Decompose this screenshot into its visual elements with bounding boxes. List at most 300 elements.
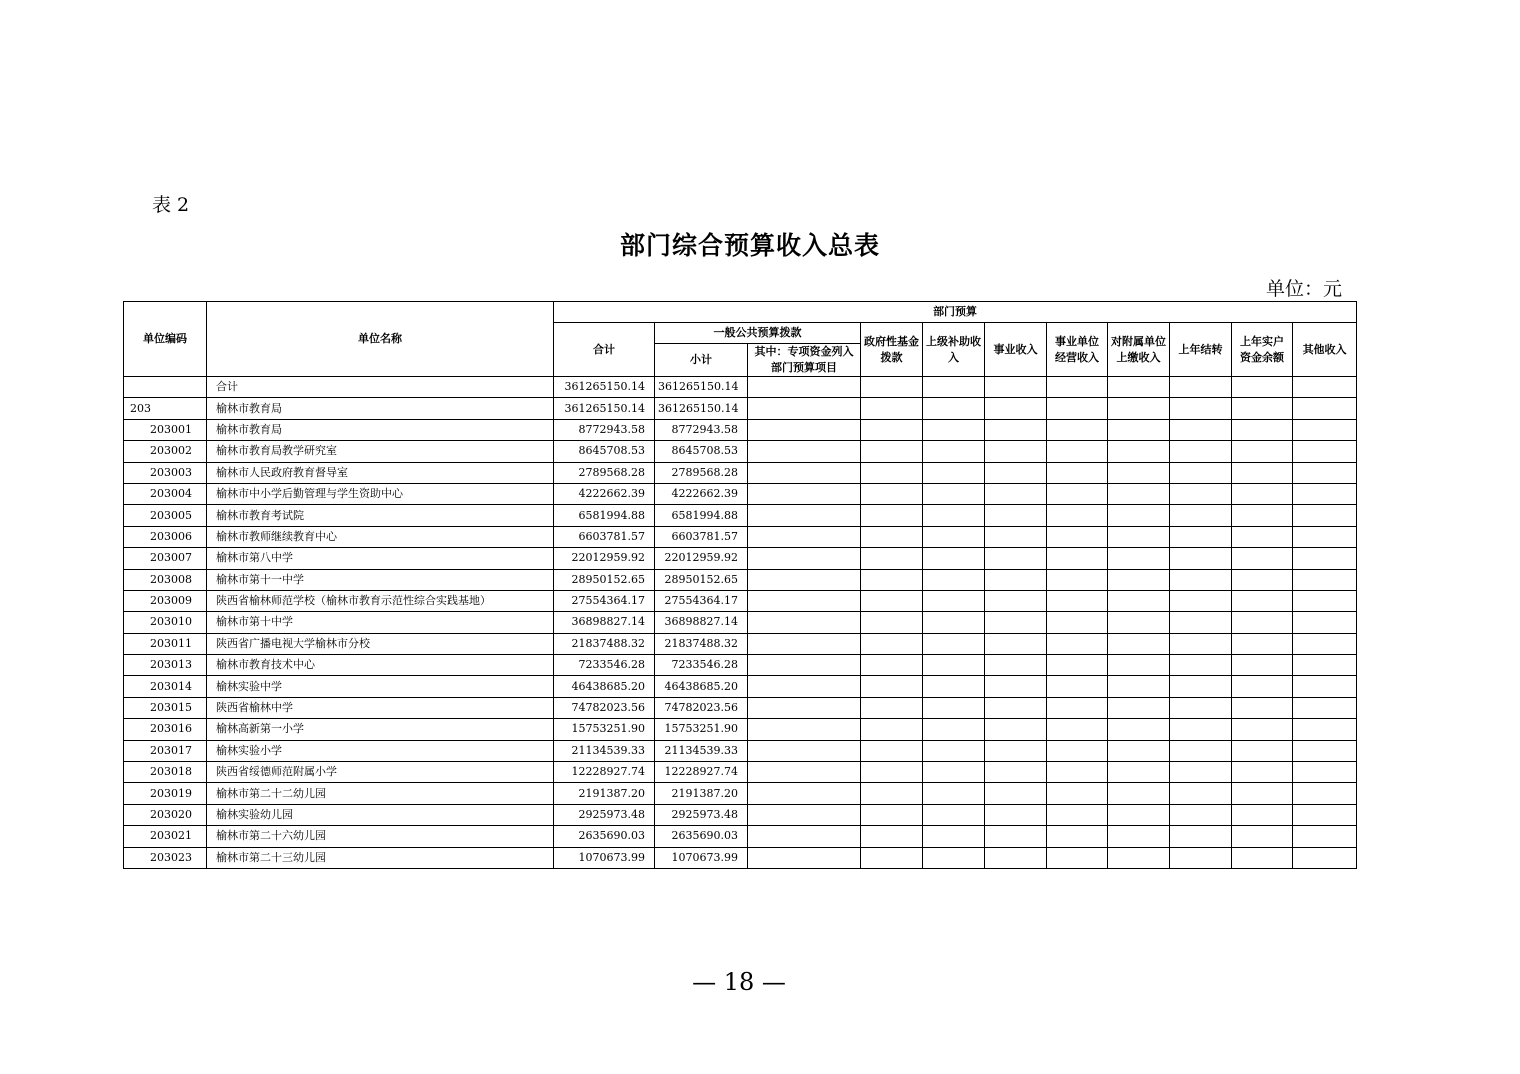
subtotal-cell: 21134539.33 — [655, 740, 748, 761]
subtotal-cell: 8772943.58 — [655, 419, 748, 440]
empty-cell — [985, 804, 1047, 825]
table-row — [124, 548, 1357, 569]
empty-cell — [1047, 548, 1108, 569]
empty-cell — [861, 569, 923, 590]
empty-cell — [1170, 826, 1232, 847]
empty-cell — [923, 762, 985, 783]
empty-cell — [1047, 783, 1108, 804]
empty-cell — [1232, 377, 1293, 398]
empty-cell — [1170, 697, 1232, 718]
table-row — [124, 569, 1357, 590]
empty-cell — [985, 526, 1047, 547]
unit-code-cell: 203017 — [124, 740, 207, 761]
empty-cell — [923, 740, 985, 761]
unit-name-cell: 榆林市第二十六幼儿园 — [207, 826, 554, 847]
empty-cell — [1170, 569, 1232, 590]
header-unit-name: 单位名称 — [207, 302, 554, 377]
total-cell: 22012959.92 — [554, 548, 655, 569]
subtotal-cell: 361265150.14 — [655, 398, 748, 419]
empty-cell — [1170, 655, 1232, 676]
header-dept-budget: 部门预算 — [554, 302, 1357, 323]
empty-cell — [985, 655, 1047, 676]
empty-cell — [1232, 804, 1293, 825]
empty-cell — [923, 398, 985, 419]
table-label: 表 2 — [152, 194, 190, 216]
empty-cell — [1293, 569, 1357, 590]
subtotal-cell: 12228927.74 — [655, 762, 748, 783]
empty-cell — [1170, 612, 1232, 633]
empty-cell — [1293, 719, 1357, 740]
empty-cell — [748, 655, 861, 676]
header-unit-code: 单位编码 — [124, 302, 207, 377]
empty-cell — [861, 419, 923, 440]
empty-cell — [1170, 505, 1232, 526]
empty-cell — [923, 676, 985, 697]
empty-cell — [1047, 697, 1108, 718]
empty-cell — [1108, 826, 1170, 847]
empty-cell — [748, 804, 861, 825]
empty-cell — [1232, 419, 1293, 440]
empty-cell — [1047, 483, 1108, 504]
empty-cell — [748, 847, 861, 868]
empty-cell — [1232, 505, 1293, 526]
header-gov-fund: 政府性基金拨款 — [861, 323, 923, 377]
total-cell: 15753251.90 — [554, 719, 655, 740]
subtotal-cell: 6581994.88 — [655, 505, 748, 526]
empty-cell — [1293, 633, 1357, 654]
header-operating-income: 事业单位经营收入 — [1047, 323, 1108, 377]
header-affiliate-income: 对附属单位上缴收入 — [1108, 323, 1170, 377]
total-cell: 2191387.20 — [554, 783, 655, 804]
empty-cell — [923, 804, 985, 825]
table-row — [124, 719, 1357, 740]
subtotal-cell: 74782023.56 — [655, 697, 748, 718]
empty-cell — [985, 505, 1047, 526]
empty-cell — [923, 826, 985, 847]
empty-cell — [1047, 419, 1108, 440]
empty-cell — [1108, 697, 1170, 718]
table-row — [124, 783, 1357, 804]
unit-name-cell: 榆林市教育局 — [207, 419, 554, 440]
empty-cell — [1170, 377, 1232, 398]
empty-cell — [1232, 655, 1293, 676]
total-cell: 6603781.57 — [554, 526, 655, 547]
empty-cell — [1047, 804, 1108, 825]
empty-cell — [1232, 590, 1293, 611]
empty-cell — [748, 398, 861, 419]
empty-cell — [923, 697, 985, 718]
empty-cell — [1232, 719, 1293, 740]
table-row — [124, 526, 1357, 547]
unit-code-cell: 203004 — [124, 483, 207, 504]
empty-cell — [1232, 398, 1293, 419]
header-total: 合计 — [554, 323, 655, 377]
unit-code-cell: 203021 — [124, 826, 207, 847]
subtotal-cell: 2789568.28 — [655, 462, 748, 483]
empty-cell — [1232, 762, 1293, 783]
unit-code-cell: 203 — [124, 398, 207, 419]
subtotal-cell: 6603781.57 — [655, 526, 748, 547]
page-number: — 18 — — [692, 968, 786, 996]
table-row — [124, 762, 1357, 783]
subtotal-cell: 28950152.65 — [655, 569, 748, 590]
empty-cell — [985, 441, 1047, 462]
empty-cell — [1108, 783, 1170, 804]
empty-cell — [1232, 740, 1293, 761]
empty-cell — [985, 569, 1047, 590]
table-row — [124, 505, 1357, 526]
unit-name-cell: 榆林市教师继续教育中心 — [207, 526, 554, 547]
total-cell: 27554364.17 — [554, 590, 655, 611]
subtotal-cell: 36898827.14 — [655, 612, 748, 633]
empty-cell — [985, 483, 1047, 504]
empty-cell — [1232, 526, 1293, 547]
empty-cell — [1232, 676, 1293, 697]
unit-code-cell: 203003 — [124, 462, 207, 483]
empty-cell — [861, 676, 923, 697]
empty-cell — [1232, 548, 1293, 569]
empty-cell — [748, 548, 861, 569]
total-cell: 46438685.20 — [554, 676, 655, 697]
empty-cell — [923, 719, 985, 740]
header-business-income: 事业收入 — [985, 323, 1047, 377]
unit-name-cell: 榆林市人民政府教育督导室 — [207, 462, 554, 483]
empty-cell — [923, 633, 985, 654]
empty-cell — [1108, 377, 1170, 398]
empty-cell — [985, 697, 1047, 718]
empty-cell — [1108, 419, 1170, 440]
table-row — [124, 398, 1357, 419]
empty-cell — [1170, 483, 1232, 504]
unit-label: 单位：元 — [1266, 278, 1343, 300]
total-cell: 8772943.58 — [554, 419, 655, 440]
empty-cell — [923, 483, 985, 504]
unit-name-cell: 陕西省榆林师范学校（榆林市教育示范性综合实践基地） — [207, 590, 554, 611]
unit-name-cell: 榆林市教育局 — [207, 398, 554, 419]
total-cell: 8645708.53 — [554, 441, 655, 462]
empty-cell — [1293, 826, 1357, 847]
empty-cell — [861, 633, 923, 654]
empty-cell — [1232, 783, 1293, 804]
empty-cell — [923, 783, 985, 804]
empty-cell — [985, 719, 1047, 740]
subtotal-cell: 22012959.92 — [655, 548, 748, 569]
empty-cell — [861, 740, 923, 761]
empty-cell — [1232, 441, 1293, 462]
unit-name-cell: 榆林市教育局教学研究室 — [207, 441, 554, 462]
subtotal-cell: 2925973.48 — [655, 804, 748, 825]
unit-code-cell: 203001 — [124, 419, 207, 440]
unit-code-cell: 203019 — [124, 783, 207, 804]
empty-cell — [923, 612, 985, 633]
empty-cell — [861, 462, 923, 483]
empty-cell — [1170, 719, 1232, 740]
empty-cell — [861, 655, 923, 676]
subtotal-cell: 1070673.99 — [655, 847, 748, 868]
empty-cell — [1047, 462, 1108, 483]
empty-cell — [985, 419, 1047, 440]
subtotal-cell: 4222662.39 — [655, 483, 748, 504]
empty-cell — [861, 804, 923, 825]
empty-cell — [985, 462, 1047, 483]
total-cell: 2925973.48 — [554, 804, 655, 825]
table-row — [124, 441, 1357, 462]
empty-cell — [748, 826, 861, 847]
unit-code-cell: 203014 — [124, 676, 207, 697]
empty-cell — [1108, 804, 1170, 825]
empty-cell — [1108, 633, 1170, 654]
empty-cell — [861, 526, 923, 547]
empty-cell — [1108, 740, 1170, 761]
empty-cell — [1232, 612, 1293, 633]
empty-cell — [1108, 762, 1170, 783]
empty-cell — [1293, 804, 1357, 825]
unit-code-cell — [124, 377, 207, 398]
total-cell: 361265150.14 — [554, 377, 655, 398]
empty-cell — [1047, 740, 1108, 761]
empty-cell — [1170, 419, 1232, 440]
total-cell: 2635690.03 — [554, 826, 655, 847]
empty-cell — [1170, 676, 1232, 697]
empty-cell — [1232, 462, 1293, 483]
empty-cell — [1293, 377, 1357, 398]
empty-cell — [1108, 719, 1170, 740]
empty-cell — [1293, 462, 1357, 483]
empty-cell — [985, 847, 1047, 868]
empty-cell — [861, 762, 923, 783]
empty-cell — [1293, 740, 1357, 761]
empty-cell — [1047, 826, 1108, 847]
empty-cell — [1108, 590, 1170, 611]
empty-cell — [861, 441, 923, 462]
unit-name-cell: 榆林高新第一小学 — [207, 719, 554, 740]
empty-cell — [1170, 462, 1232, 483]
empty-cell — [861, 719, 923, 740]
empty-cell — [985, 762, 1047, 783]
unit-name-cell: 榆林市第八中学 — [207, 548, 554, 569]
empty-cell — [861, 377, 923, 398]
subtotal-cell: 27554364.17 — [655, 590, 748, 611]
empty-cell — [748, 483, 861, 504]
empty-cell — [1232, 569, 1293, 590]
empty-cell — [1108, 505, 1170, 526]
table-row — [124, 419, 1357, 440]
empty-cell — [923, 441, 985, 462]
subtotal-cell: 8645708.53 — [655, 441, 748, 462]
unit-name-cell: 陕西省榆林中学 — [207, 697, 554, 718]
total-cell: 6581994.88 — [554, 505, 655, 526]
empty-cell — [1293, 676, 1357, 697]
unit-name-cell: 榆林实验小学 — [207, 740, 554, 761]
empty-cell — [861, 826, 923, 847]
empty-cell — [1293, 526, 1357, 547]
empty-cell — [1170, 548, 1232, 569]
empty-cell — [985, 590, 1047, 611]
empty-cell — [1232, 697, 1293, 718]
empty-cell — [1170, 398, 1232, 419]
empty-cell — [1047, 847, 1108, 868]
empty-cell — [748, 697, 861, 718]
empty-cell — [1047, 676, 1108, 697]
empty-cell — [1047, 590, 1108, 611]
empty-cell — [1047, 398, 1108, 419]
header-upper-subsidy: 上级补助收入 — [923, 323, 985, 377]
table-row — [124, 483, 1357, 504]
empty-cell — [985, 548, 1047, 569]
header-account-balance: 上年实户资金余额 — [1232, 323, 1293, 377]
budget-income-table — [123, 301, 1357, 869]
empty-cell — [1170, 526, 1232, 547]
empty-cell — [861, 590, 923, 611]
empty-cell — [1170, 633, 1232, 654]
total-cell: 361265150.14 — [554, 398, 655, 419]
empty-cell — [1232, 847, 1293, 868]
empty-cell — [923, 590, 985, 611]
header-other-income: 其他收入 — [1293, 323, 1357, 377]
empty-cell — [748, 676, 861, 697]
total-cell: 1070673.99 — [554, 847, 655, 868]
header-special-items: 其中：专项资金列入部门预算项目 — [748, 344, 861, 377]
empty-cell — [861, 612, 923, 633]
empty-cell — [748, 783, 861, 804]
empty-cell — [748, 719, 861, 740]
empty-cell — [1232, 826, 1293, 847]
empty-cell — [985, 633, 1047, 654]
empty-cell — [1108, 612, 1170, 633]
unit-name-cell: 榆林市第十一中学 — [207, 569, 554, 590]
unit-code-cell: 203005 — [124, 505, 207, 526]
empty-cell — [1108, 398, 1170, 419]
unit-name-cell: 合计 — [207, 377, 554, 398]
empty-cell — [748, 612, 861, 633]
empty-cell — [923, 526, 985, 547]
header-subtotal: 小计 — [655, 344, 748, 377]
empty-cell — [1293, 398, 1357, 419]
empty-cell — [748, 633, 861, 654]
table-row — [124, 655, 1357, 676]
empty-cell — [1170, 441, 1232, 462]
empty-cell — [861, 398, 923, 419]
empty-cell — [1293, 419, 1357, 440]
empty-cell — [1047, 612, 1108, 633]
unit-code-cell: 203018 — [124, 762, 207, 783]
empty-cell — [1293, 697, 1357, 718]
subtotal-cell: 21837488.32 — [655, 633, 748, 654]
empty-cell — [861, 505, 923, 526]
empty-cell — [748, 526, 861, 547]
empty-cell — [1047, 762, 1108, 783]
unit-code-cell: 203002 — [124, 441, 207, 462]
table-row — [124, 633, 1357, 654]
unit-name-cell: 榆林市第二十三幼儿园 — [207, 847, 554, 868]
unit-name-cell: 榆林市第十中学 — [207, 612, 554, 633]
empty-cell — [923, 462, 985, 483]
unit-name-cell: 榆林市中小学后勤管理与学生资助中心 — [207, 483, 554, 504]
empty-cell — [923, 655, 985, 676]
unit-name-cell: 榆林市教育技术中心 — [207, 655, 554, 676]
empty-cell — [1293, 762, 1357, 783]
empty-cell — [1047, 655, 1108, 676]
empty-cell — [1170, 804, 1232, 825]
empty-cell — [985, 398, 1047, 419]
table-row — [124, 804, 1357, 825]
empty-cell — [1293, 655, 1357, 676]
total-cell: 7233546.28 — [554, 655, 655, 676]
subtotal-cell: 7233546.28 — [655, 655, 748, 676]
empty-cell — [748, 762, 861, 783]
empty-cell — [985, 377, 1047, 398]
empty-cell — [1047, 505, 1108, 526]
empty-cell — [1108, 676, 1170, 697]
empty-cell — [1170, 590, 1232, 611]
empty-cell — [923, 377, 985, 398]
empty-cell — [923, 548, 985, 569]
empty-cell — [923, 505, 985, 526]
empty-cell — [1108, 847, 1170, 868]
table-row — [124, 826, 1357, 847]
empty-cell — [1108, 483, 1170, 504]
unit-name-cell: 陕西省广播电视大学榆林市分校 — [207, 633, 554, 654]
empty-cell — [1047, 719, 1108, 740]
empty-cell — [1047, 441, 1108, 462]
total-cell: 12228927.74 — [554, 762, 655, 783]
table-row — [124, 697, 1357, 718]
empty-cell — [1293, 441, 1357, 462]
unit-code-cell: 203016 — [124, 719, 207, 740]
empty-cell — [1108, 441, 1170, 462]
unit-code-cell: 203010 — [124, 612, 207, 633]
empty-cell — [1047, 633, 1108, 654]
header-general-public: 一般公共预算拨款 — [655, 323, 861, 344]
subtotal-cell: 361265150.14 — [655, 377, 748, 398]
unit-code-cell: 203008 — [124, 569, 207, 590]
empty-cell — [985, 826, 1047, 847]
total-cell: 4222662.39 — [554, 483, 655, 504]
empty-cell — [1108, 462, 1170, 483]
table-row — [124, 612, 1357, 633]
empty-cell — [861, 483, 923, 504]
unit-code-cell: 203023 — [124, 847, 207, 868]
table-row — [124, 847, 1357, 868]
empty-cell — [1047, 526, 1108, 547]
subtotal-cell: 2635690.03 — [655, 826, 748, 847]
empty-cell — [748, 441, 861, 462]
empty-cell — [1232, 483, 1293, 504]
unit-code-cell: 203009 — [124, 590, 207, 611]
empty-cell — [1293, 612, 1357, 633]
header-carryover: 上年结转 — [1170, 323, 1232, 377]
page-title: 部门综合预算收入总表 — [619, 231, 880, 260]
table-row — [124, 740, 1357, 761]
empty-cell — [748, 462, 861, 483]
empty-cell — [748, 569, 861, 590]
empty-cell — [1293, 548, 1357, 569]
total-cell: 36898827.14 — [554, 612, 655, 633]
empty-cell — [748, 590, 861, 611]
subtotal-cell: 2191387.20 — [655, 783, 748, 804]
unit-name-cell: 榆林实验幼儿园 — [207, 804, 554, 825]
empty-cell — [1047, 569, 1108, 590]
empty-cell — [1293, 590, 1357, 611]
total-cell: 74782023.56 — [554, 697, 655, 718]
empty-cell — [1293, 783, 1357, 804]
table-row — [124, 590, 1357, 611]
empty-cell — [861, 783, 923, 804]
empty-cell — [1170, 783, 1232, 804]
unit-code-cell: 203011 — [124, 633, 207, 654]
unit-name-cell: 榆林市第二十二幼儿园 — [207, 783, 554, 804]
total-cell: 21134539.33 — [554, 740, 655, 761]
